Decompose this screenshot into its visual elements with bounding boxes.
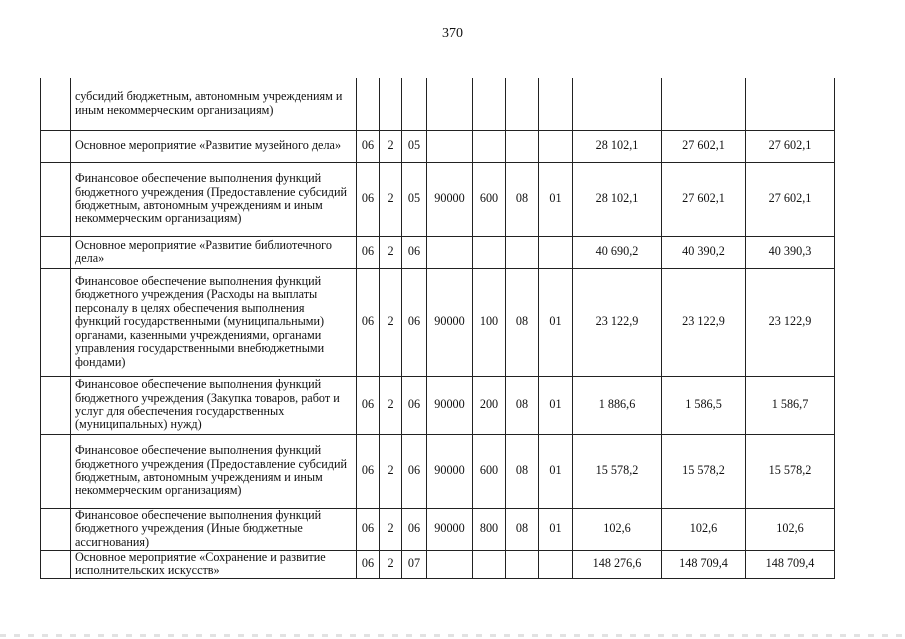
row-margin-cell [41,236,71,268]
code-cell: 90000 [427,376,473,434]
row-margin-cell [41,434,71,508]
amount-cell: 40 690,2 [573,236,662,268]
code-cell: 08 [506,162,539,236]
amount-cell: 23 122,9 [573,268,662,376]
amount-cell: 27 602,1 [746,130,835,162]
code-cell: 08 [506,508,539,550]
description-cell: Финансовое обеспечение выполнения функций бюджетного учреждения (Закупка товаров, работ и услуг для обеспечения государственных (муниципальных) нужд) [71,376,357,434]
code-cell: 90000 [427,162,473,236]
code-cell: 200 [473,376,506,434]
code-cell: 06 [402,236,427,268]
code-cell [506,78,539,130]
table-row [41,550,835,578]
amount-cell: 102,6 [746,508,835,550]
code-cell [539,236,573,268]
code-cell: 2 [380,236,402,268]
row-margin-cell [41,78,71,130]
table-row [41,434,835,508]
amount-cell: 27 602,1 [662,162,746,236]
code-cell [427,236,473,268]
code-cell: 06 [402,508,427,550]
amount-cell: 15 578,2 [662,434,746,508]
code-cell: 06 [357,508,380,550]
table-row [41,268,835,376]
table-row [41,78,835,130]
code-cell [402,78,427,130]
code-cell [473,130,506,162]
code-cell [380,78,402,130]
code-cell: 07 [402,550,427,578]
description-cell: Основное мероприятие «Сохранение и развитие исполнительских искусств» [71,550,357,578]
code-cell: 06 [357,434,380,508]
code-cell: 06 [402,376,427,434]
code-cell [539,78,573,130]
code-cell: 06 [357,162,380,236]
code-cell: 90000 [427,434,473,508]
code-cell [473,550,506,578]
code-cell: 2 [380,162,402,236]
amount-cell: 40 390,3 [746,236,835,268]
code-cell [539,550,573,578]
code-cell [427,78,473,130]
budget-table [40,78,835,579]
row-margin-cell [41,130,71,162]
amount-cell: 23 122,9 [746,268,835,376]
scan-artifact [0,634,905,637]
code-cell: 06 [357,376,380,434]
code-cell: 06 [402,434,427,508]
code-cell: 2 [380,130,402,162]
description-cell: Основное мероприятие «Развитие библиотечного дела» [71,236,357,268]
amount-cell [573,78,662,130]
code-cell: 05 [402,162,427,236]
amount-cell: 148 709,4 [662,550,746,578]
amount-cell: 1 586,5 [662,376,746,434]
code-cell [506,550,539,578]
code-cell [473,78,506,130]
row-margin-cell [41,508,71,550]
amount-cell: 28 102,1 [573,130,662,162]
description-cell: субсидий бюджетным, автономным учреждениям и иным некоммерческим организациям) [71,78,357,130]
amount-cell: 102,6 [573,508,662,550]
amount-cell [662,78,746,130]
amount-cell: 23 122,9 [662,268,746,376]
code-cell: 06 [357,268,380,376]
code-cell [357,78,380,130]
description-cell: Финансовое обеспечение выполнения функций бюджетного учреждения (Расходы на выплаты персоналу в целях обеспечения выполнения функций государственными (муниципальными) органами, казенными учреждениями, органами управления государственными внебюджетными фондами) [71,268,357,376]
amount-cell: 15 578,2 [573,434,662,508]
amount-cell: 40 390,2 [662,236,746,268]
amount-cell: 148 276,6 [573,550,662,578]
code-cell [506,236,539,268]
row-margin-cell [41,376,71,434]
code-cell [427,130,473,162]
code-cell: 2 [380,550,402,578]
description-cell: Финансовое обеспечение выполнения функций бюджетного учреждения (Предоставление субсидий бюджетным, автономным учреждениям и иным некоммерческим организациям) [71,434,357,508]
code-cell: 2 [380,508,402,550]
table-row [41,376,835,434]
amount-cell: 27 602,1 [662,130,746,162]
table-row [41,162,835,236]
code-cell: 08 [506,268,539,376]
code-cell: 2 [380,434,402,508]
table-row [41,236,835,268]
amount-cell [746,78,835,130]
description-cell: Основное мероприятие «Развитие музейного дела» [71,130,357,162]
code-cell [473,236,506,268]
amount-cell: 102,6 [662,508,746,550]
code-cell: 01 [539,376,573,434]
amount-cell: 1 886,6 [573,376,662,434]
code-cell: 600 [473,434,506,508]
code-cell: 06 [357,236,380,268]
code-cell: 01 [539,268,573,376]
amount-cell: 28 102,1 [573,162,662,236]
code-cell: 01 [539,508,573,550]
code-cell: 800 [473,508,506,550]
code-cell [506,130,539,162]
description-cell: Финансовое обеспечение выполнения функций бюджетного учреждения (Иные бюджетные ассигнования) [71,508,357,550]
code-cell [427,550,473,578]
code-cell: 08 [506,434,539,508]
code-cell: 2 [380,376,402,434]
code-cell: 600 [473,162,506,236]
code-cell: 90000 [427,508,473,550]
code-cell: 08 [506,376,539,434]
code-cell [539,130,573,162]
code-cell: 01 [539,434,573,508]
table-row [41,508,835,550]
row-margin-cell [41,268,71,376]
amount-cell: 1 586,7 [746,376,835,434]
row-margin-cell [41,550,71,578]
code-cell: 06 [357,550,380,578]
page-number: 370 [442,26,463,41]
amount-cell: 27 602,1 [746,162,835,236]
description-cell: Финансовое обеспечение выполнения функций бюджетного учреждения (Предоставление субсидий бюджетным, автономным учреждениям и иным некоммерческим организациям) [71,162,357,236]
code-cell: 2 [380,268,402,376]
code-cell: 90000 [427,268,473,376]
code-cell: 01 [539,162,573,236]
code-cell: 06 [402,268,427,376]
code-cell: 05 [402,130,427,162]
amount-cell: 148 709,4 [746,550,835,578]
code-cell: 100 [473,268,506,376]
row-margin-cell [41,162,71,236]
table-row [41,130,835,162]
amount-cell: 15 578,2 [746,434,835,508]
code-cell: 06 [357,130,380,162]
